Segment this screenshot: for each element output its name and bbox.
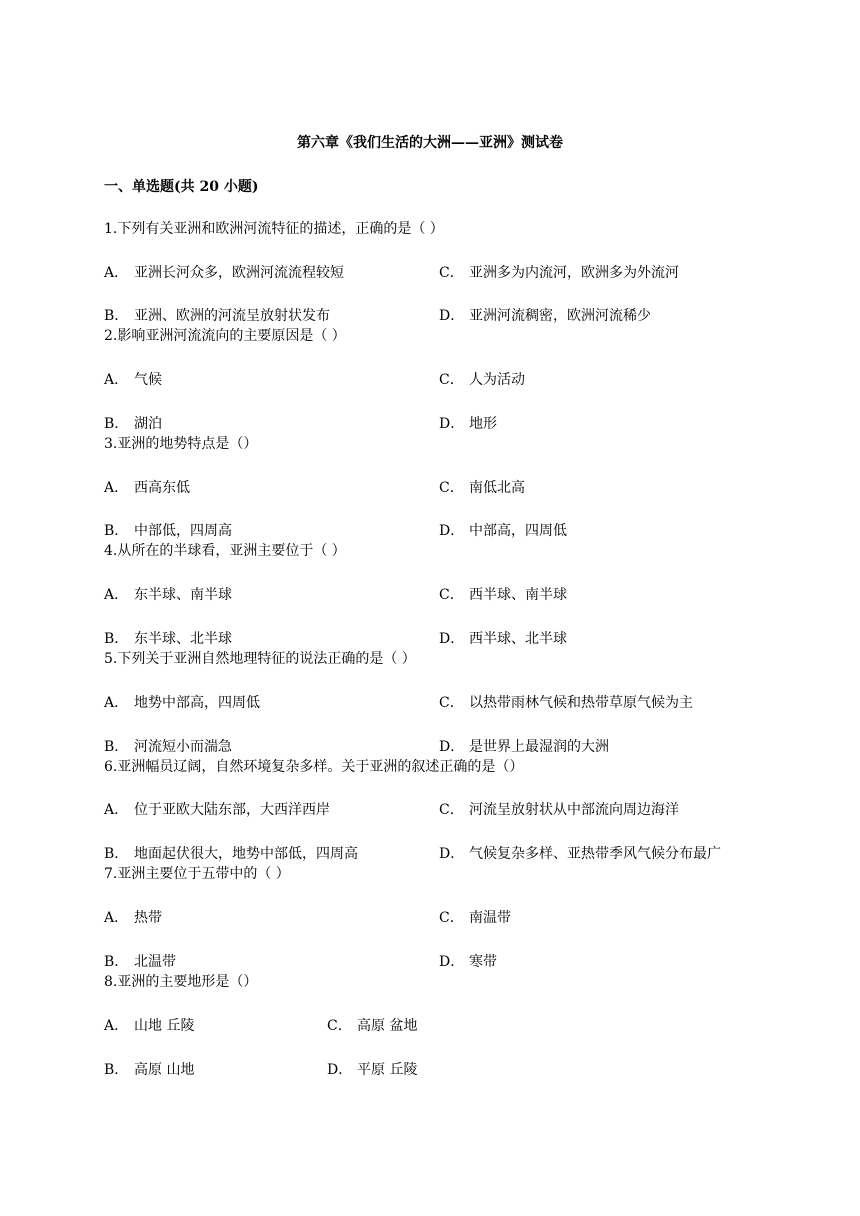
option-letter: D．: [439, 523, 465, 539]
option-text: 热带: [134, 910, 162, 926]
option-d: [439, 522, 567, 540]
option-letter: D．: [439, 846, 465, 862]
option-text: 中部高，四周低: [469, 523, 567, 539]
option-letter: A．: [104, 265, 129, 281]
option-a: [104, 909, 162, 927]
option-text: 南低北高: [469, 480, 525, 496]
option-letter: C．: [439, 265, 464, 281]
question-stem: 6.亚洲幅员辽阔，自然环境复杂多样。关于亚洲的叙述正确的是（）: [104, 759, 524, 775]
question-stem: 5.下列关于亚洲自然地理特征的说法正确的是（ ）: [104, 651, 416, 667]
option-text: 以热带雨林气候和热带草原气候为主: [469, 695, 693, 711]
option-text: 地面起伏很大，地势中部低，四周高: [134, 846, 358, 862]
option-letter: B．: [104, 1062, 129, 1078]
option-text: 东半球、北半球: [134, 631, 232, 647]
option-a: [104, 1017, 194, 1035]
option-d: [327, 1061, 417, 1079]
option-text: 东半球、南半球: [134, 587, 232, 603]
option-letter: A．: [104, 802, 129, 818]
option-text: 平原 丘陵: [357, 1062, 418, 1078]
option-c: [327, 1017, 417, 1035]
option-b: [104, 953, 176, 971]
question-stem: 1.下列有关亚洲和欧洲河流特征的描述，正确的是（ ）: [104, 221, 444, 237]
option-letter: A．: [104, 587, 129, 603]
option-text: 西半球、北半球: [469, 631, 567, 647]
option-letter: A．: [104, 695, 129, 711]
option-letter: A．: [104, 480, 129, 496]
option-a: [104, 264, 344, 282]
option-text: 位于亚欧大陆东部，大西洋西岸: [134, 802, 330, 818]
option-b: [104, 522, 232, 540]
option-text: 西半球、南半球: [469, 587, 567, 603]
option-text: 气候: [134, 372, 162, 388]
option-b: [104, 845, 358, 863]
question-stem: 7.亚洲主要位于五带中的（ ）: [104, 866, 290, 882]
option-c: [439, 909, 511, 927]
option-d: [439, 415, 497, 433]
option-text: 亚洲、欧洲的河流呈放射状发布: [134, 308, 330, 324]
option-d: [439, 630, 567, 648]
option-d: [439, 738, 609, 756]
option-text: 寒带: [469, 954, 497, 970]
option-text: 是世界上最湿润的大洲: [469, 739, 609, 755]
option-letter: C．: [439, 587, 464, 603]
option-text: 亚洲长河众多，欧洲河流流程较短: [134, 265, 344, 281]
option-letter: A．: [104, 372, 129, 388]
option-letter: D．: [439, 954, 465, 970]
option-text: 气候复杂多样、亚热带季风气候分布最广: [469, 846, 721, 862]
option-a: [104, 586, 232, 604]
option-b: [104, 738, 232, 756]
option-a: [104, 371, 162, 389]
option-letter: B．: [104, 739, 129, 755]
option-text: 西高东低: [134, 480, 190, 496]
option-letter: C．: [439, 480, 464, 496]
option-letter: D．: [327, 1062, 353, 1078]
option-text: 高原 盆地: [357, 1018, 418, 1034]
option-letter: B．: [104, 846, 129, 862]
option-a: [104, 694, 260, 712]
option-c: [439, 264, 679, 282]
option-c: [439, 694, 693, 712]
option-text: 中部低，四周高: [134, 523, 232, 539]
option-text: 山地 丘陵: [134, 1018, 195, 1034]
option-text: 地形: [469, 416, 497, 432]
option-letter: D．: [439, 739, 465, 755]
option-c: [439, 479, 525, 497]
option-letter: D．: [439, 416, 465, 432]
option-text: 河流呈放射状从中部流向周边海洋: [469, 802, 679, 818]
question-stem: 4.从所在的半球看，亚洲主要位于（ ）: [104, 543, 346, 559]
option-b: [104, 415, 162, 433]
option-b: [104, 1061, 194, 1079]
option-letter: B．: [104, 954, 129, 970]
option-text: 河流短小而湍急: [134, 739, 232, 755]
option-d: [439, 953, 497, 971]
option-a: [104, 479, 190, 497]
option-text: 亚洲河流稠密，欧洲河流稀少: [469, 308, 651, 324]
page-title: 第六章《我们生活的大洲——亚洲》测试卷: [297, 135, 563, 151]
section-title: 一、单选题(共 20 小题): [104, 179, 259, 195]
option-letter: B．: [104, 416, 129, 432]
option-c: [439, 801, 679, 819]
option-a: [104, 801, 330, 819]
option-letter: C．: [439, 695, 464, 711]
option-text: 地势中部高，四周低: [134, 695, 260, 711]
option-text: 亚洲多为内流河，欧洲多为外流河: [469, 265, 679, 281]
option-text: 高原 山地: [134, 1062, 195, 1078]
option-letter: D．: [439, 308, 465, 324]
option-text: 湖泊: [134, 416, 162, 432]
option-c: [439, 586, 567, 604]
option-letter: A．: [104, 1018, 129, 1034]
option-letter: C．: [439, 802, 464, 818]
option-c: [439, 371, 525, 389]
option-letter: C．: [439, 910, 464, 926]
option-text: 人为活动: [469, 372, 525, 388]
option-b: [104, 307, 330, 325]
question-stem: 3.亚洲的地势特点是（）: [104, 436, 258, 452]
option-letter: C．: [327, 1018, 352, 1034]
option-letter: B．: [104, 631, 129, 647]
question-stem: 2.影响亚洲河流流向的主要原因是（ ）: [104, 328, 346, 344]
option-text: 北温带: [134, 954, 176, 970]
option-b: [104, 630, 232, 648]
option-d: [439, 307, 651, 325]
option-letter: B．: [104, 308, 129, 324]
option-letter: B．: [104, 523, 129, 539]
option-letter: D．: [439, 631, 465, 647]
option-text: 南温带: [469, 910, 511, 926]
option-letter: A．: [104, 910, 129, 926]
option-letter: C．: [439, 372, 464, 388]
option-d: [439, 845, 721, 863]
question-stem: 8.亚洲的主要地形是（）: [104, 974, 258, 990]
